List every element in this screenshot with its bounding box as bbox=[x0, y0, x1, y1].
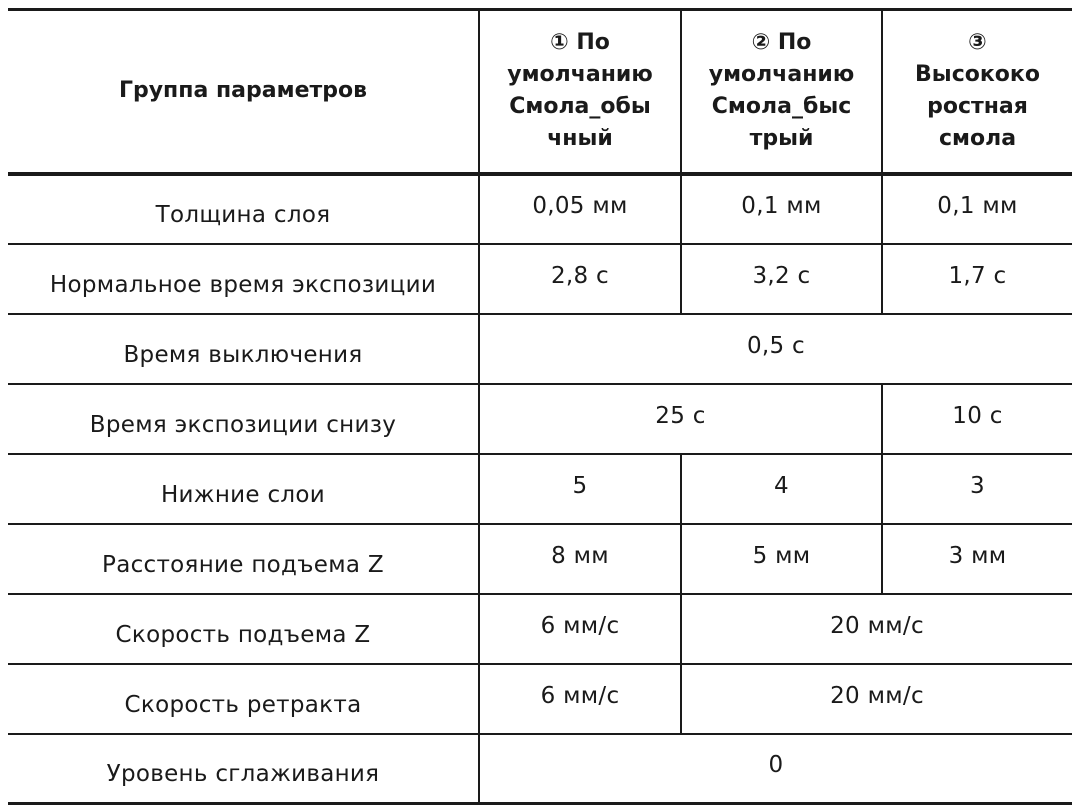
cell-value: 10 с bbox=[882, 384, 1072, 454]
header-line: чный bbox=[547, 126, 613, 152]
cell-value: 6 мм/с bbox=[479, 664, 681, 734]
header-default-regular-resin bbox=[479, 10, 681, 174]
header-line: Смола_быс bbox=[711, 94, 852, 120]
row-label-retract-speed: Скорость ретракта bbox=[8, 664, 479, 734]
table-header-row bbox=[8, 10, 1072, 174]
parameters-table-container bbox=[8, 8, 1072, 805]
row-label-anti-aliasing-level: Уровень сглаживания bbox=[8, 734, 479, 804]
cell-value-merged: 0 bbox=[479, 734, 1072, 804]
table-row bbox=[8, 594, 1072, 664]
cell-value-merged: 0,5 с bbox=[479, 314, 1072, 384]
header-line: умолчанию bbox=[708, 62, 855, 88]
header-line: ③ bbox=[968, 30, 987, 56]
header-line: умолчанию bbox=[507, 62, 653, 88]
row-label-z-lift-speed: Скорость подъема Z bbox=[8, 594, 479, 664]
cell-value: 3 мм bbox=[882, 524, 1072, 594]
header-high-speed-resin bbox=[882, 10, 1072, 174]
cell-value-merged: 20 мм/с bbox=[681, 664, 1072, 734]
table-row bbox=[8, 174, 1072, 244]
cell-value: 1,7 с bbox=[882, 244, 1072, 314]
header-line: Смола_обы bbox=[509, 94, 651, 120]
cell-value: 4 bbox=[681, 454, 882, 524]
header-default-fast-resin bbox=[681, 10, 882, 174]
header-parameter-group: Группа параметров bbox=[8, 10, 479, 174]
row-label-normal-exposure: Нормальное время экспозиции bbox=[8, 244, 479, 314]
cell-value: 3,2 с bbox=[681, 244, 882, 314]
cell-value: 0,1 мм bbox=[882, 174, 1072, 244]
cell-value: 5 bbox=[479, 454, 681, 524]
row-label-z-lift-distance: Расстояние подъема Z bbox=[8, 524, 479, 594]
table-row bbox=[8, 454, 1072, 524]
header-line: ростная bbox=[927, 94, 1028, 120]
header-line: смола bbox=[938, 126, 1017, 152]
cell-value: 0,1 мм bbox=[681, 174, 882, 244]
table-row bbox=[8, 314, 1072, 384]
cell-value: 3 bbox=[882, 454, 1072, 524]
table-row bbox=[8, 734, 1072, 804]
row-label-off-time: Время выключения bbox=[8, 314, 479, 384]
cell-value: 2,8 с bbox=[479, 244, 681, 314]
cell-value-merged: 20 мм/с bbox=[681, 594, 1072, 664]
table-row bbox=[8, 664, 1072, 734]
cell-value: 8 мм bbox=[479, 524, 681, 594]
cell-value-merged: 25 с bbox=[479, 384, 882, 454]
resin-parameters-table bbox=[8, 8, 1072, 805]
cell-value: 5 мм bbox=[681, 524, 882, 594]
header-line: трый bbox=[749, 126, 814, 152]
table-row bbox=[8, 244, 1072, 314]
header-line: ① По bbox=[550, 30, 610, 56]
cell-value: 0,05 мм bbox=[479, 174, 681, 244]
table-row bbox=[8, 384, 1072, 454]
row-label-layer-thickness: Толщина слоя bbox=[8, 174, 479, 244]
cell-value: 6 мм/с bbox=[479, 594, 681, 664]
header-line: ② По bbox=[751, 30, 812, 56]
header-line: Высококо bbox=[915, 62, 1040, 88]
row-label-bottom-layers: Нижние слои bbox=[8, 454, 479, 524]
table-row bbox=[8, 524, 1072, 594]
row-label-bottom-exposure: Время экспозиции снизу bbox=[8, 384, 479, 454]
